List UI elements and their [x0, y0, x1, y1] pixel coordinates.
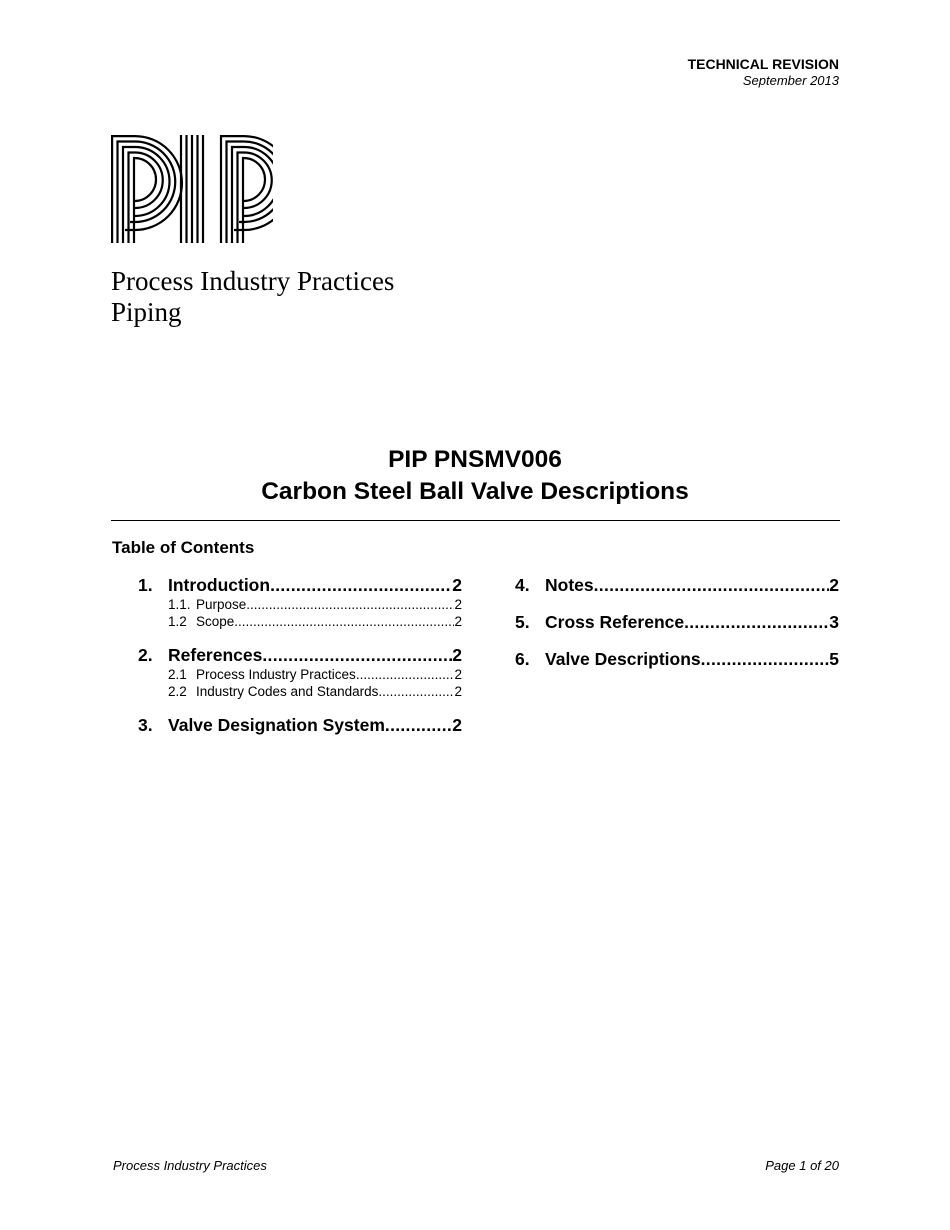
- toc-left-column: [138, 574, 462, 736]
- document-header: [688, 56, 839, 89]
- toc-subentry[interactable]: 1.2 Scope ..... 2: [138, 613, 462, 630]
- document-title: Carbon Steel Ball Valve Descriptions: [261, 478, 689, 505]
- toc-entry-page: 2: [829, 575, 839, 595]
- toc-right-column: [515, 574, 839, 670]
- toc-entry[interactable]: 5. Cross Reference ..... 3: [515, 611, 839, 633]
- toc-entry[interactable]: 4. Notes ..... 2: [515, 574, 839, 596]
- toc-entry-page: 2: [452, 645, 462, 665]
- toc-subentry[interactable]: 1.1. Purpose ..... 2: [138, 596, 462, 613]
- toc-entry-label: References: [168, 645, 263, 665]
- toc-entry-page: 3: [829, 612, 839, 632]
- toc-entry[interactable]: 3. Valve Designation System ..... 2: [138, 714, 462, 736]
- discipline-name: Piping: [111, 297, 182, 327]
- footer-page-number: Page 1 of 20: [765, 1158, 839, 1173]
- toc-entry-label: Valve Descriptions: [545, 649, 701, 669]
- pip-logo: [111, 135, 273, 243]
- toc-entry-label: Valve Designation System: [168, 715, 385, 735]
- title-divider: [111, 520, 840, 521]
- toc-subentry[interactable]: 2.1 Process Industry Practices ..... 2: [138, 666, 462, 683]
- organization-block: [111, 266, 394, 328]
- toc-entry[interactable]: 1. Introduction ..... 2: [138, 574, 462, 596]
- toc-entry[interactable]: 6. Valve Descriptions ..... 5: [515, 648, 839, 670]
- toc-entry-page: 5: [829, 649, 839, 669]
- organization-name: Process Industry Practices: [111, 266, 395, 296]
- document-code: PIP PNSMV006: [388, 446, 562, 473]
- toc-entry-label: Cross Reference: [545, 612, 685, 632]
- toc-entry-page: 2: [452, 715, 462, 735]
- toc-heading: Table of Contents: [112, 538, 255, 557]
- revision-label: TECHNICAL REVISION: [687, 56, 839, 72]
- toc-subentry[interactable]: 2.2 Industry Codes and Standards ..... 2: [138, 683, 462, 700]
- footer-organization: Process Industry Practices: [113, 1158, 267, 1173]
- toc-entry[interactable]: 2. References ..... 2: [138, 644, 462, 666]
- toc-entry-page: 2: [452, 575, 462, 595]
- revision-date: September 2013: [742, 73, 839, 88]
- document-title-block: [0, 444, 950, 508]
- toc-entry-label: Notes: [545, 575, 594, 595]
- toc-entry-label: Introduction: [168, 575, 271, 595]
